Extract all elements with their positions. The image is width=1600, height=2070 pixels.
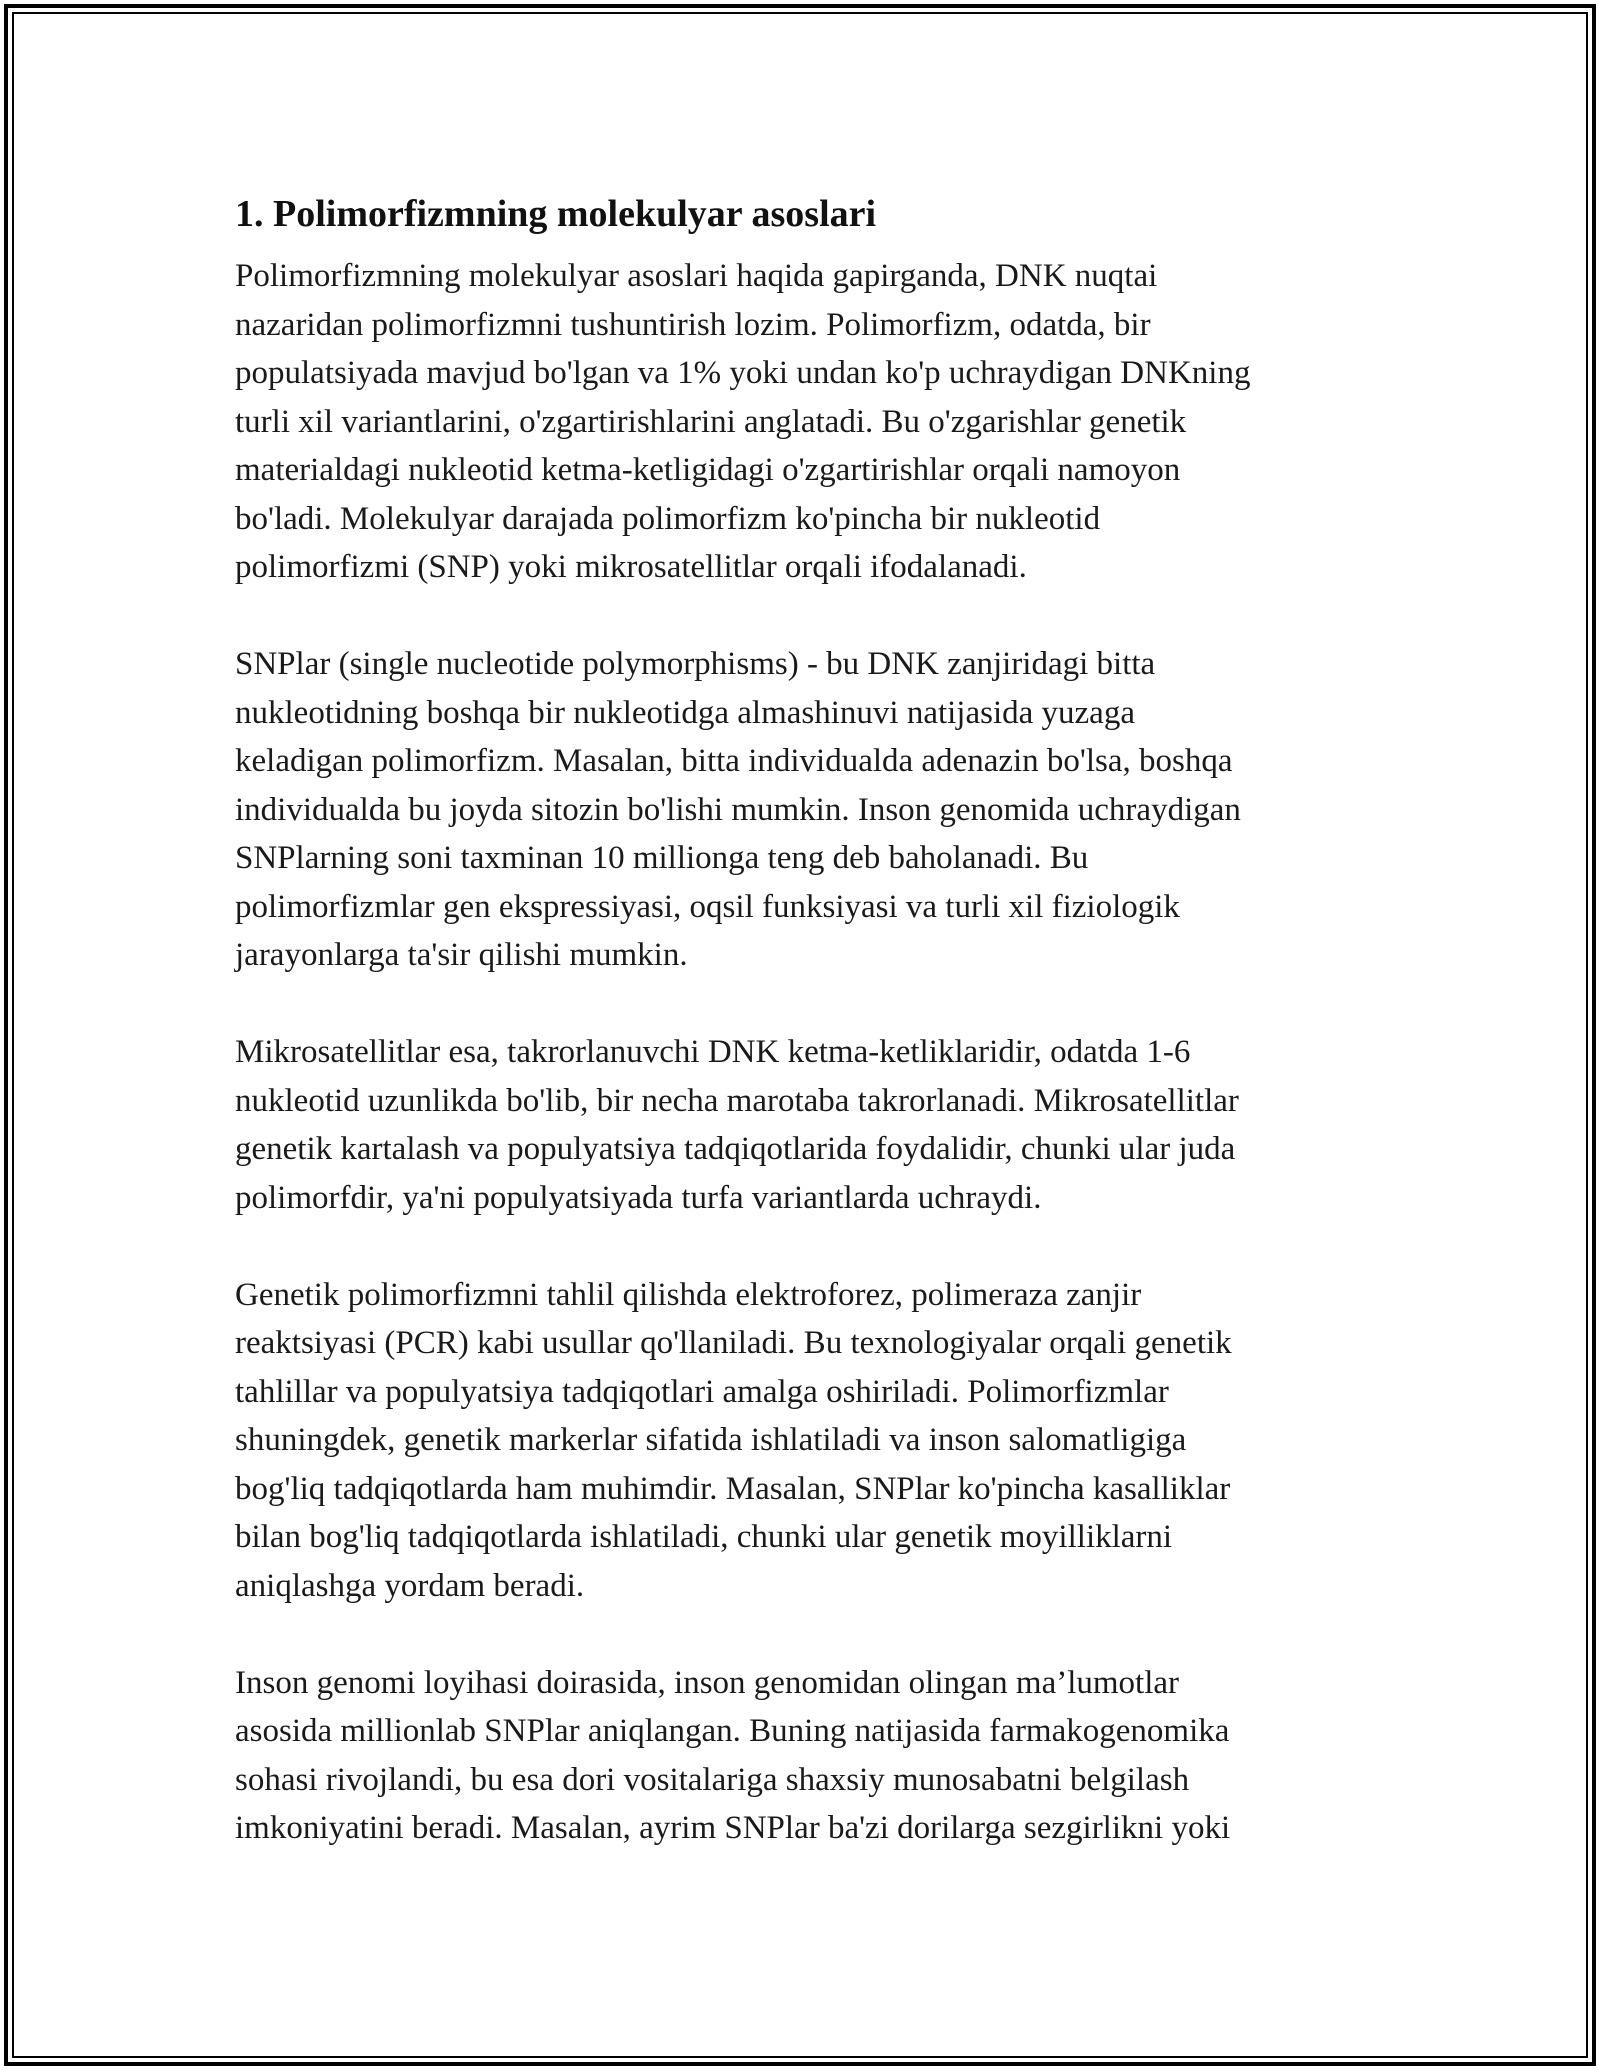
text-line: jarayonlarga ta'sir qilishi mumkin. [235, 937, 688, 973]
text-line: individualda bu joyda sitozin bo'lishi mumkin. Inson genomida uchraydigan [235, 791, 1241, 828]
text-line: tahlillar va populyatsiya tadqiqotlari amalga oshiriladi. Polimorfizmlar [235, 1373, 1169, 1410]
text-line: populatsiyada mavjud bo'lgan va 1% yoki undan ko'p uchraydigan DNKning [235, 355, 1251, 391]
paragraph-microsatellites [235, 1028, 1375, 1222]
text-line: turli xil variantlarini, o'zgartirishlarini anglatadi. Bu o'zgarishlar genetik [235, 403, 1187, 440]
text-line: polimorfizmlar gen ekspressiyasi, oqsil funksiyasi va turli xil fiziologik [235, 888, 1180, 925]
text-line: Mikrosatellitlar esa, takrorlanuvchi DNK ketma-ketliklaridir, odatda 1-6 [235, 1034, 1191, 1070]
text-line: polimorfizmi (SNP) yoki mikrosatellitlar orqali ifodalanadi. [235, 549, 1027, 585]
text-line: SNPlarning soni taxminan 10 millionga teng deb baholanadi. Bu [235, 840, 1089, 876]
text-line: genetik kartalash va populyatsiya tadqiqotlarida foydalidir, chunki ular juda [235, 1131, 1236, 1167]
paragraph-molecular-basis [235, 252, 1375, 592]
text-line: bilan bog'liq tadqiqotlarda ishlatiladi, chunki ular genetik moyilliklarni [235, 1519, 1173, 1555]
section-heading: 1. Polimorfizmning molekulyar asoslari [235, 193, 877, 235]
text-line: asosida millionlab SNPlar aniqlangan. Buning natijasida farmakogenomika [235, 1713, 1230, 1749]
text-line: polimorfdir, ya'ni populyatsiyada turfa variantlarda uchraydi. [235, 1179, 1042, 1216]
text-line: reaktsiyasi (PCR) kabi usullar qo'llaniladi. Bu texnologiyalar orqali genetik [235, 1325, 1232, 1361]
paragraph-analysis-methods [235, 1271, 1375, 1611]
paragraph-human-genome-project [235, 1659, 1375, 1853]
text-line: imkoniyatini beradi. Masalan, ayrim SNPlar ba'zi dorilarga sezgirlikni yoki [235, 1810, 1231, 1846]
paragraph-snp [235, 640, 1375, 980]
text-line: bo'ladi. Molekulyar darajada polimorfizm ko'pincha bir nukleotid [235, 500, 1101, 537]
text-line: Inson genomi loyihasi doirasida, inson genomidan olingan ma’lumotlar [235, 1664, 1180, 1701]
text-line: aniqlashga yordam beradi. [235, 1567, 585, 1604]
text-line: SNPlar (single nucleotide polymorphisms) - bu DNK zanjiridagi bitta [235, 646, 1156, 682]
text-line: nukleotidning boshqa bir nukleotidga almashinuvi natijasida yuzaga [235, 694, 1135, 731]
text-line: sohasi rivojlandi, bu esa dori vositalariga shaxsiy munosabatni belgilash [235, 1761, 1190, 1798]
text-line: Polimorfizmning molekulyar asoslari haqida gapirganda, DNK nuqtai [235, 258, 1158, 294]
text-line: keladigan polimorfizm. Masalan, bitta individualda adenazin bo'lsa, boshqa [235, 743, 1233, 779]
text-line: shuningdek, genetik markerlar sifatida ishlatiladi va inson salomatligiga [235, 1422, 1187, 1458]
text-line: bog'liq tadqiqotlarda ham muhimdir. Masalan, SNPlar ko'pincha kasalliklar [235, 1470, 1231, 1507]
document-body [235, 180, 1375, 1901]
text-line: nukleotid uzunlikda bo'lib, bir necha marotaba takrorlanadi. Mikrosatellitlar [235, 1082, 1239, 1119]
text-line: materialdagi nukleotid ketma-ketligidagi o'zgartirishlar orqali namoyon [235, 452, 1181, 488]
text-line: Genetik polimorfizmni tahlil qilishda elektroforez, polimeraza zanjir [235, 1276, 1142, 1313]
text-line: nazaridan polimorfizmni tushuntirish lozim. Polimorfizm, odatda, bir [235, 306, 1151, 343]
